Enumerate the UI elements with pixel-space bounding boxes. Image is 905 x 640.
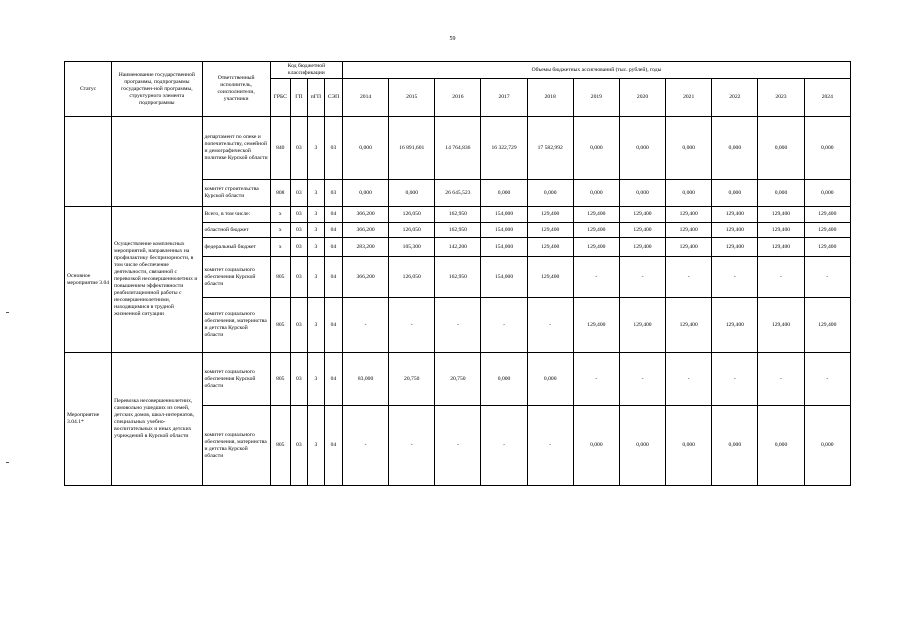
value-cell: 129,400 bbox=[527, 257, 573, 298]
value-cell: - bbox=[481, 406, 527, 486]
code-cell: 04 bbox=[324, 353, 342, 406]
code-header: ГП bbox=[290, 79, 307, 117]
value-cell: 129,400 bbox=[712, 238, 758, 257]
value-cell: - bbox=[389, 406, 435, 486]
value-cell: 129,400 bbox=[573, 207, 619, 223]
value-cell: 129,400 bbox=[758, 223, 804, 238]
code-cell: 3 bbox=[307, 406, 324, 486]
code-cell: 03 bbox=[324, 180, 342, 207]
value-cell: 0,000 bbox=[666, 180, 712, 207]
scan-mark bbox=[6, 462, 9, 463]
value-cell: - bbox=[343, 406, 389, 486]
value-cell: 129,400 bbox=[666, 238, 712, 257]
value-cell: 0,000 bbox=[804, 406, 850, 486]
value-cell: 0,000 bbox=[804, 180, 850, 207]
value-cell: 0,000 bbox=[343, 180, 389, 207]
code-cell: 805 bbox=[270, 298, 290, 353]
code-cell: 04 bbox=[324, 238, 342, 257]
value-cell: 129,400 bbox=[619, 223, 665, 238]
value-cell: - bbox=[619, 353, 665, 406]
executor-cell: комитет социального обеспечения Курской области bbox=[202, 353, 270, 406]
year-header: 2019 bbox=[573, 79, 619, 117]
value-cell: 129,400 bbox=[712, 207, 758, 223]
value-cell: 0,000 bbox=[481, 180, 527, 207]
code-cell: 808 bbox=[270, 180, 290, 207]
code-cell: 03 bbox=[290, 238, 307, 257]
value-cell: 0,000 bbox=[619, 406, 665, 486]
year-header: 2021 bbox=[666, 79, 712, 117]
value-cell: 0,000 bbox=[573, 406, 619, 486]
code-cell: 3 bbox=[307, 207, 324, 223]
value-cell: 0,000 bbox=[619, 180, 665, 207]
code-cell: 805 bbox=[270, 257, 290, 298]
value-cell: 129,400 bbox=[758, 298, 804, 353]
value-cell: 129,400 bbox=[804, 298, 850, 353]
executor-cell: департамент по опеке и попечительству, семейной и демографической политике Курской области bbox=[202, 117, 270, 180]
value-cell: 129,400 bbox=[619, 207, 665, 223]
value-cell: 0,000 bbox=[481, 353, 527, 406]
value-cell: 0,000 bbox=[666, 406, 712, 486]
status-cell: Основное мероприятие 3.04 bbox=[65, 207, 112, 353]
year-header: 2016 bbox=[435, 79, 481, 117]
header-name: Наименование государственной программы, подпрограммы государствен-ной программы, структурного элемента подпрограммы bbox=[112, 62, 202, 117]
code-cell: x bbox=[270, 223, 290, 238]
scan-mark bbox=[6, 312, 9, 313]
executor-cell: областной бюджет bbox=[202, 223, 270, 238]
value-cell: 129,400 bbox=[666, 223, 712, 238]
value-cell: 129,400 bbox=[666, 298, 712, 353]
code-cell: 03 bbox=[290, 223, 307, 238]
value-cell: - bbox=[527, 298, 573, 353]
value-cell: 129,400 bbox=[712, 298, 758, 353]
value-cell: - bbox=[481, 298, 527, 353]
value-cell: - bbox=[804, 257, 850, 298]
value-cell: - bbox=[573, 353, 619, 406]
year-header: 2014 bbox=[343, 79, 389, 117]
value-cell: 129,400 bbox=[804, 207, 850, 223]
value-cell: 129,400 bbox=[712, 223, 758, 238]
value-cell: - bbox=[712, 353, 758, 406]
code-header: пГП bbox=[307, 79, 324, 117]
code-cell: 03 bbox=[290, 298, 307, 353]
code-cell: 3 bbox=[307, 257, 324, 298]
value-cell: 20,750 bbox=[435, 353, 481, 406]
code-cell: 04 bbox=[324, 298, 342, 353]
value-cell: - bbox=[435, 406, 481, 486]
value-cell: - bbox=[758, 353, 804, 406]
code-cell: 03 bbox=[290, 180, 307, 207]
value-cell: 0,000 bbox=[389, 180, 435, 207]
status-cell: Мероприятие 3.04.1* bbox=[65, 353, 112, 486]
value-cell: 0,000 bbox=[712, 117, 758, 180]
name-cell: Перевозка несовершеннолетних, самовольно ушедших из семей, детских домов, школ-интернатов, специальных учебно-воспитательных и иных детских учреждений в Курской области bbox=[112, 353, 202, 486]
value-cell: - bbox=[343, 298, 389, 353]
year-header: 2020 bbox=[619, 79, 665, 117]
executor-cell: комитет социального обеспечения Курской области bbox=[202, 257, 270, 298]
value-cell: 105,300 bbox=[389, 238, 435, 257]
budget-table bbox=[64, 61, 851, 486]
code-cell: 03 bbox=[290, 207, 307, 223]
header-executor: Ответственный исполнитель, соисполнители, участники bbox=[202, 62, 270, 117]
value-cell: 154,000 bbox=[481, 257, 527, 298]
value-cell: 129,400 bbox=[527, 207, 573, 223]
header-volumes: Объемы бюджетных ассигнований (тыс. рублей), годы bbox=[343, 62, 851, 79]
value-cell: 126,050 bbox=[389, 207, 435, 223]
code-cell: 3 bbox=[307, 298, 324, 353]
value-cell: 154,000 bbox=[481, 238, 527, 257]
code-cell: 3 bbox=[307, 353, 324, 406]
value-cell: 16 891,601 bbox=[389, 117, 435, 180]
code-cell: 805 bbox=[270, 406, 290, 486]
value-cell: 129,400 bbox=[527, 238, 573, 257]
executor-cell: федеральный бюджет bbox=[202, 238, 270, 257]
code-cell: 3 bbox=[307, 180, 324, 207]
code-cell: 840 bbox=[270, 117, 290, 180]
value-cell: 366,200 bbox=[343, 257, 389, 298]
page-number: 59 bbox=[449, 36, 456, 42]
code-cell: 04 bbox=[324, 257, 342, 298]
value-cell: - bbox=[435, 298, 481, 353]
year-header: 2015 bbox=[389, 79, 435, 117]
value-cell: 0,000 bbox=[758, 117, 804, 180]
value-cell: - bbox=[666, 257, 712, 298]
value-cell: 154,000 bbox=[481, 223, 527, 238]
value-cell: 162,950 bbox=[435, 223, 481, 238]
year-header: 2017 bbox=[481, 79, 527, 117]
value-cell: 129,400 bbox=[804, 238, 850, 257]
value-cell: 283,200 bbox=[343, 238, 389, 257]
code-cell: 03 bbox=[290, 257, 307, 298]
value-cell: 129,400 bbox=[527, 223, 573, 238]
value-cell: - bbox=[527, 406, 573, 486]
value-cell: 162,950 bbox=[435, 207, 481, 223]
executor-cell: комитет социального обеспечения, материнства и детства Курской области bbox=[202, 298, 270, 353]
code-cell: 805 bbox=[270, 353, 290, 406]
value-cell: 126,050 bbox=[389, 257, 435, 298]
code-cell: 04 bbox=[324, 207, 342, 223]
value-cell: 366,200 bbox=[343, 223, 389, 238]
value-cell: 129,400 bbox=[619, 238, 665, 257]
value-cell: 0,000 bbox=[804, 117, 850, 180]
executor-cell: комитет социального обеспечения, материнства и детства Курской области bbox=[202, 406, 270, 486]
status-cell-empty bbox=[65, 117, 112, 207]
code-cell: 3 bbox=[307, 117, 324, 180]
executor-cell: Всего, в том числе: bbox=[202, 207, 270, 223]
table-row bbox=[65, 117, 851, 180]
value-cell: 129,400 bbox=[619, 298, 665, 353]
value-cell: - bbox=[666, 353, 712, 406]
year-header: 2018 bbox=[527, 79, 573, 117]
value-cell: 0,000 bbox=[527, 353, 573, 406]
code-cell: 03 bbox=[290, 117, 307, 180]
value-cell: 0,000 bbox=[573, 117, 619, 180]
code-cell: 3 bbox=[307, 238, 324, 257]
code-cell: 04 bbox=[324, 406, 342, 486]
value-cell: 16 322,729 bbox=[481, 117, 527, 180]
value-cell: 0,000 bbox=[666, 117, 712, 180]
value-cell: 0,000 bbox=[573, 180, 619, 207]
value-cell: 0,000 bbox=[712, 180, 758, 207]
value-cell: 17 582,992 bbox=[527, 117, 573, 180]
value-cell: 129,400 bbox=[573, 223, 619, 238]
value-cell: 129,400 bbox=[804, 223, 850, 238]
value-cell: 129,400 bbox=[573, 298, 619, 353]
value-cell: 142,200 bbox=[435, 238, 481, 257]
code-cell: x bbox=[270, 207, 290, 223]
value-cell: 154,000 bbox=[481, 207, 527, 223]
value-cell: - bbox=[712, 257, 758, 298]
value-cell: 83,000 bbox=[343, 353, 389, 406]
table-row bbox=[65, 353, 851, 406]
year-header: 2024 bbox=[804, 79, 850, 117]
value-cell: 0,000 bbox=[758, 406, 804, 486]
name-cell-empty bbox=[112, 117, 202, 207]
table-row bbox=[65, 207, 851, 223]
value-cell: - bbox=[573, 257, 619, 298]
code-header: СЭП bbox=[324, 79, 342, 117]
value-cell: 0,000 bbox=[527, 180, 573, 207]
value-cell: - bbox=[804, 353, 850, 406]
value-cell: 0,000 bbox=[758, 180, 804, 207]
value-cell: 14 764,836 bbox=[435, 117, 481, 180]
value-cell: 126,050 bbox=[389, 223, 435, 238]
value-cell: 129,400 bbox=[666, 207, 712, 223]
executor-cell: комитет строительства Курской области bbox=[202, 180, 270, 207]
value-cell: 129,400 bbox=[573, 238, 619, 257]
value-cell: 20,750 bbox=[389, 353, 435, 406]
value-cell: 0,000 bbox=[619, 117, 665, 180]
value-cell: - bbox=[389, 298, 435, 353]
year-header: 2023 bbox=[758, 79, 804, 117]
code-cell: 3 bbox=[307, 223, 324, 238]
value-cell: 366,200 bbox=[343, 207, 389, 223]
code-cell: 04 bbox=[324, 223, 342, 238]
header-status: Статус bbox=[65, 62, 112, 117]
value-cell: 129,400 bbox=[758, 238, 804, 257]
value-cell: 26 645,523 bbox=[435, 180, 481, 207]
value-cell: 162,950 bbox=[435, 257, 481, 298]
value-cell: 0,000 bbox=[712, 406, 758, 486]
code-cell: x bbox=[270, 238, 290, 257]
name-cell: Осуществление комплексных мероприятий, направленных на профилактику беспризорности, в том числе обеспечение деятельности, связанной с перевозкой несовершеннолетних и повышением эффективности реабилитационной работы с несовершеннолетними, находящимися в трудной жизненной ситуации bbox=[112, 207, 202, 353]
year-header: 2022 bbox=[712, 79, 758, 117]
value-cell: 129,400 bbox=[758, 207, 804, 223]
code-cell: 03 bbox=[290, 353, 307, 406]
value-cell: - bbox=[758, 257, 804, 298]
value-cell: - bbox=[619, 257, 665, 298]
code-header: ГРБС bbox=[270, 79, 290, 117]
code-cell: 03 bbox=[324, 117, 342, 180]
code-cell: 03 bbox=[290, 406, 307, 486]
header-budget-code: Код бюджетной классификации bbox=[270, 62, 342, 79]
value-cell: 0,000 bbox=[343, 117, 389, 180]
